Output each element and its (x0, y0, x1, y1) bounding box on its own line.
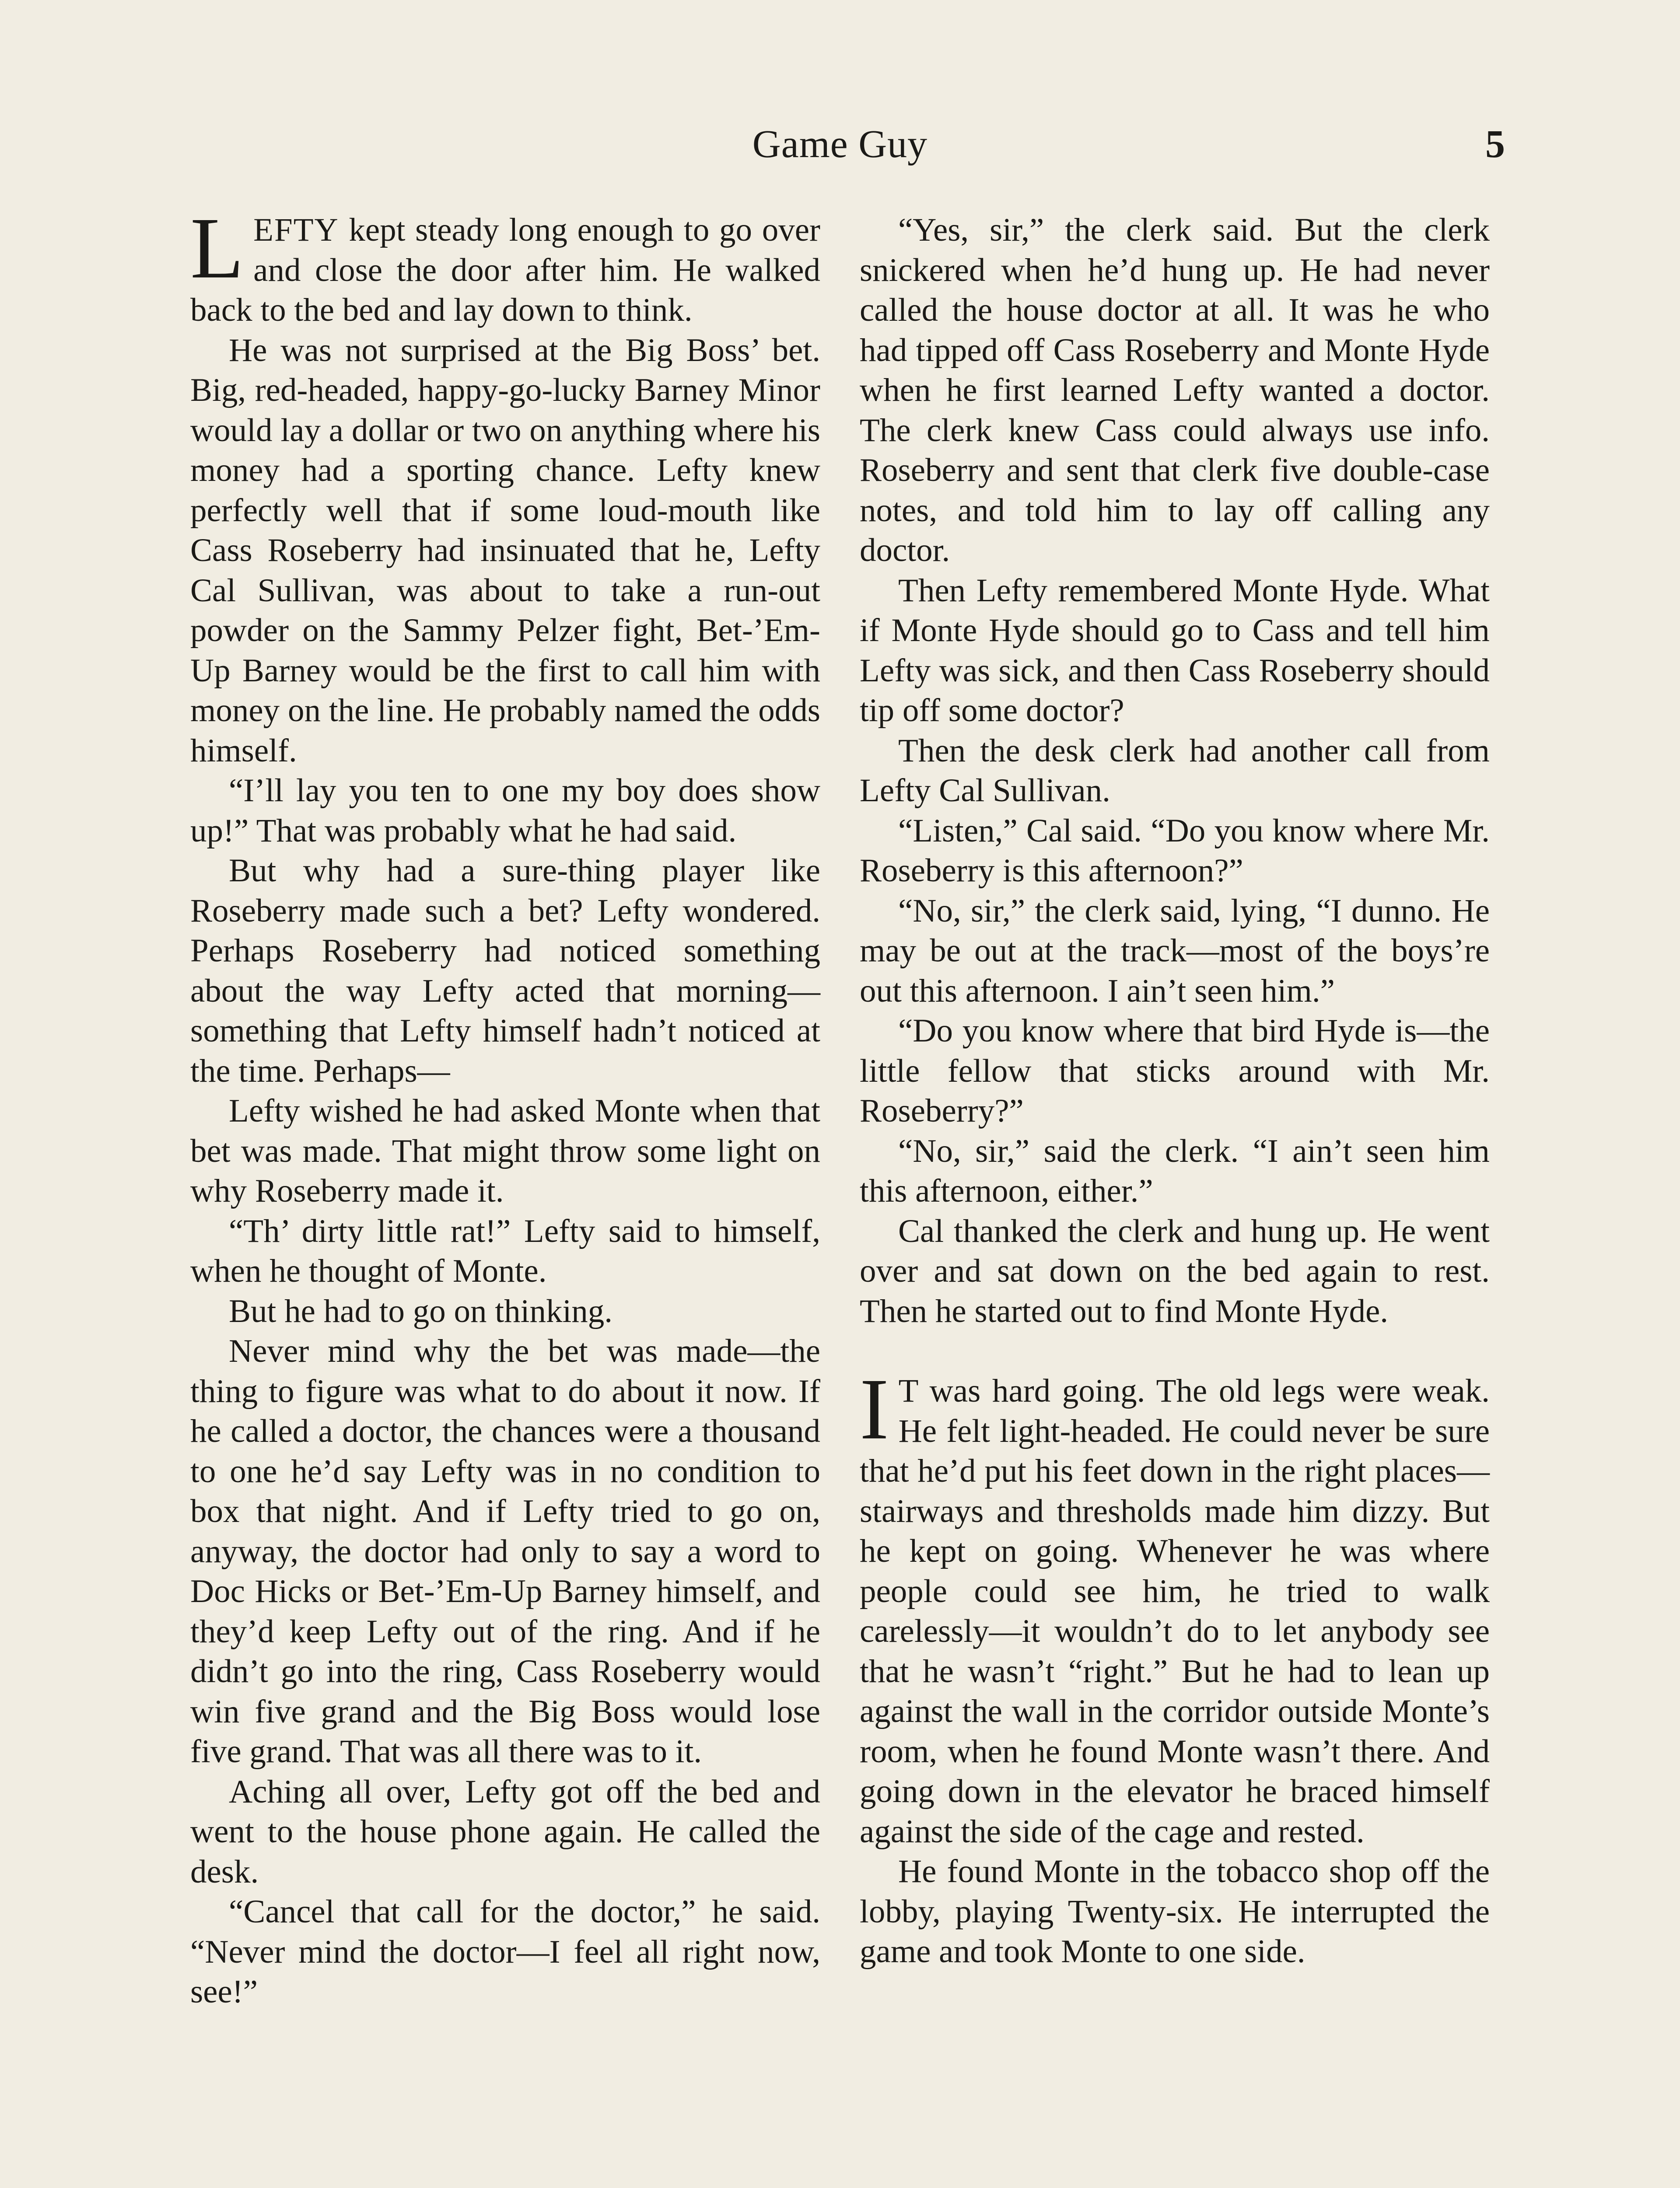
paragraph: “Th’ dirty little rat!” Lefty said to himself, when he thought of Monte. (190, 1213, 820, 1289)
paragraph: But why had a sure-thing player like Roseberry made such a bet? Lefty wondered. Perhaps Roseberry had noticed something about the way Lefty acted that morning—something that Lefty himself hadn’t noticed at the time. Perhaps— (190, 852, 820, 1089)
paragraph: “No, sir,” said the clerk. “I ain’t seen him this afternoon, either.” (860, 1133, 1490, 1209)
paragraph: “Do you know where that bird Hyde is—the little fellow that sticks around with Mr. Roseberry?” (860, 1013, 1490, 1129)
running-head (0, 118, 1680, 171)
left-column (190, 200, 820, 2012)
paragraph-text: T was hard going. The old legs were weak. He felt light-headed. He could never be sure that he’d put his feet down in the right places—stairways and thresholds made him dizzy. But he kept on going. Whenever he was where people could see him, he tried to walk carelessly—it wouldn’t do to let anybody see that he wasn’t “right.” But he had to lean up against the wall in the corridor outside Monte’s room, when he found Monte wasn’t there. And going down in the elevator he braced himself against the side of the cage and rested. (860, 1373, 1490, 1850)
paragraph (190, 200, 820, 330)
right-column (860, 210, 1490, 1972)
paragraph: Lefty wished he had asked Monte when that bet was made. That might throw some light on why Roseberry made it. (190, 1093, 820, 1209)
paragraph: Then Lefty remembered Monte Hyde. What if Monte Hyde should go to Cass and tell him Lefty was sick, and then Cass Roseberry should tip off some doctor? (860, 572, 1490, 729)
paragraph-text: kept steady long enough to go over and close the door after him. He walked back to the bed and lay down to think. (190, 212, 820, 328)
paragraph: But he had to go on thinking. (229, 1293, 613, 1329)
lead-in-caps: EFTY (253, 212, 339, 248)
paragraph: “Cancel that call for the doctor,” he said. “Never mind the doctor—I feel all right now, see!” (190, 1893, 820, 2010)
paragraph: Never mind why the bet was made—the thing to figure was what to do about it now. If he called a doctor, the chances were a thousand to one he’d say Lefty was in no condition to box that night. And if Lefty tried to go on, anyway, the doctor had only to say a word to Doc Hicks or Bet-’Em-Up Barney himself, and they’d keep Lefty out of the ring. And if he didn’t go into the ring, Cass Roseberry would win five grand and the Big Boss would lose five grand. That was all there was to it. (190, 1333, 820, 1770)
paragraph: Aching all over, Lefty got off the bed and went to the house phone again. He called the desk. (190, 1773, 820, 1890)
paragraph (860, 1361, 1490, 1851)
paragraph: “Yes, sir,” the clerk said. But the clerk snickered when he’d hung up. He had never called the house doctor at all. It was he who had tipped off Cass Roseberry and Monte Hyde when he first learned Lefty wanted a doctor. The clerk knew Cass could always use info. Roseberry and sent that clerk five double-case notes, and told him to lay off calling any doctor. (860, 212, 1490, 568)
paragraph: He was not surprised at the Big Boss’ bet. Big, red-headed, happy-go-lucky Barney Minor would lay a dollar or two on anything where his money had a sporting chance. Lefty knew perfectly well that if some loud-mouth like Cass Roseberry had insinuated that he, Lefty Cal Sullivan, was about to take a run-out powder on the Sammy Pelzer fight, Bet-’Em-Up Barney would be the first to call him with money on the line. He probably named the odds himself. (190, 332, 820, 769)
paragraph: “No, sir,” the clerk said, lying, “I dunno. He may be out at the track—most of the boys’re out this afternoon. I ain’t seen him.” (860, 892, 1490, 1009)
paragraph: “Listen,” Cal said. “Do you know where Mr. Roseberry is this afternoon?” (860, 812, 1490, 889)
drop-cap: I (860, 1361, 889, 1458)
page-number: 5 (1485, 123, 1505, 166)
paragraph: Then the desk clerk had another call from Lefty Cal Sullivan. (860, 732, 1490, 809)
drop-cap: L (190, 200, 244, 297)
paragraph: Cal thanked the clerk and hung up. He went over and sat down on the bed again to rest. Then he started out to find Monte Hyde. (860, 1213, 1490, 1329)
paragraph: “I’ll lay you ten to one my boy does show up!” That was probably what he had said. (190, 772, 820, 849)
page-title: Game Guy (752, 123, 928, 166)
paragraph: He found Monte in the tobacco shop off the lobby, playing Twenty-six. He interrupted the game and took Monte to one side. (860, 1853, 1490, 1970)
